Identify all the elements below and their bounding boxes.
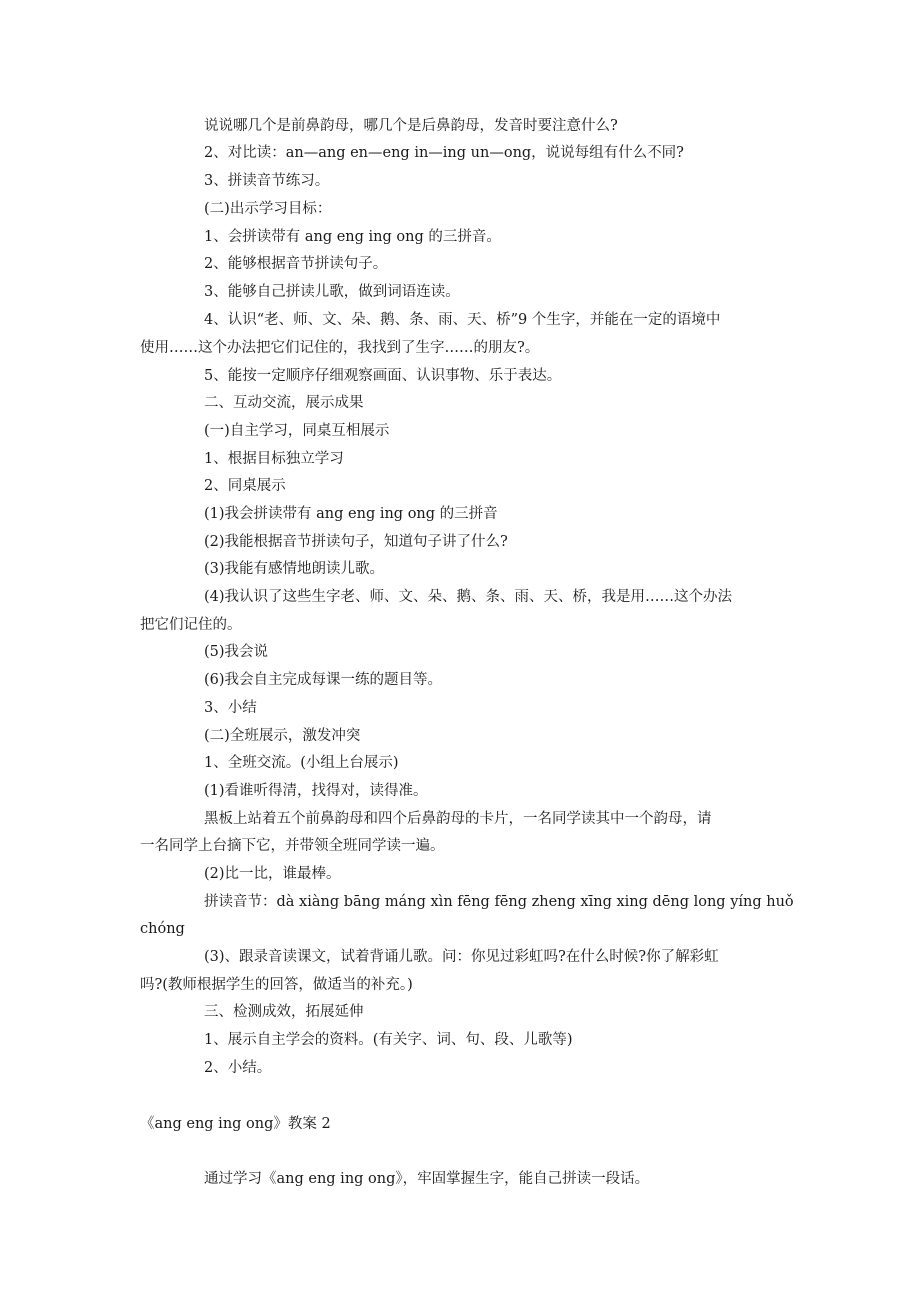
paragraph-line: 3、能够自己拼读儿歌，做到词语连读。 — [204, 284, 460, 300]
pinyin-line: 拼读音节：dà xiàng bāng máng xìn fēng fēng zheng xīng xing dēng long yíng huǒ — [204, 894, 794, 910]
paragraph-line-continued: 把它们记住的。 — [140, 617, 242, 633]
paragraph-line: (2)我能根据音节拼读句子，知道句子讲了什么? — [204, 534, 508, 550]
subheading: (二)全班展示，激发冲突 — [204, 728, 361, 744]
pinyin-line-continued: chóng — [140, 921, 185, 937]
intro-paragraph: 通过学习《ang eng ing ong》，牢固掌握生字，能自己拼读一段话。 — [204, 1171, 650, 1187]
paragraph-line: 1、全班交流。(小组上台展示) — [204, 755, 399, 771]
paragraph-line: (1)我会拼读带有 ang eng ing ong 的三拼音 — [204, 506, 498, 522]
paragraph-line: (4)我认识了这些生字老、师、文、朵、鹅、条、雨、天、桥，我是用……这个办法 — [204, 589, 733, 605]
paragraph-line: (2)比一比，谁最棒。 — [204, 866, 341, 882]
paragraph-line: (3)、跟录音读课文，试着背诵儿歌。问：你见过彩虹吗?在什么时候?你了解彩虹 — [204, 949, 719, 965]
paragraph-line: 3、小结 — [204, 700, 257, 716]
section-heading: 二、互动交流，展示成果 — [204, 395, 364, 411]
paragraph-line: 1、展示自主学会的资料。(有关字、词、句、段、儿歌等) — [204, 1032, 573, 1048]
paragraph-line: (1)看谁听得清，找得对，读得准。 — [204, 783, 428, 799]
section-heading: 三、检测成效，拓展延伸 — [204, 1004, 364, 1020]
paragraph-line: 说说哪几个是前鼻韵母，哪几个是后鼻韵母，发音时要注意什么? — [204, 118, 618, 134]
paragraph-line: 2、对比读：an—ang en—eng in—ing un—ong，说说每组有什么不同? — [204, 145, 684, 161]
paragraph-line: 黑板上站着五个前鼻韵母和四个后鼻韵母的卡片，一名同学读其中一个韵母，请 — [204, 811, 712, 827]
paragraph-line-continued: 使用……这个办法把它们记住的，我找到了生字……的朋友?。 — [140, 340, 540, 356]
paragraph-line: 2、小结。 — [204, 1060, 272, 1076]
paragraph-line: (5)我会说 — [204, 644, 269, 660]
paragraph-line: 4、认识“老、师、文、朵、鹅、条、雨、天、桥”9 个生字，并能在一定的语境中 — [204, 312, 721, 328]
paragraph-line: 1、根据目标独立学习 — [204, 451, 344, 467]
subheading: (一)自主学习，同桌互相展示 — [204, 423, 390, 439]
paragraph-line: 5、能按一定顺序仔细观察画面、认识事物、乐于表达。 — [204, 368, 562, 384]
paragraph-line: (6)我会自主完成每课一练的题目等。 — [204, 672, 443, 688]
subheading: (二)出示学习目标： — [204, 201, 332, 217]
paragraph-line: 1、会拼读带有 ang eng ing ong 的三拼音。 — [204, 229, 501, 245]
paragraph-line: (3)我能有感情地朗读儿歌。 — [204, 561, 385, 577]
section-title: 《ang eng ing ong》教案 2 — [140, 1116, 331, 1132]
paragraph-line: 3、拼读音节练习。 — [204, 173, 330, 189]
paragraph-line-continued: 吗?(教师根据学生的回答，做适当的补充。) — [140, 977, 413, 993]
paragraph-line: 2、能够根据音节拼读句子。 — [204, 256, 388, 272]
paragraph-line: 2、同桌展示 — [204, 478, 286, 494]
paragraph-line-continued: 一名同学上台摘下它，并带领全班同学读一遍。 — [140, 838, 445, 854]
